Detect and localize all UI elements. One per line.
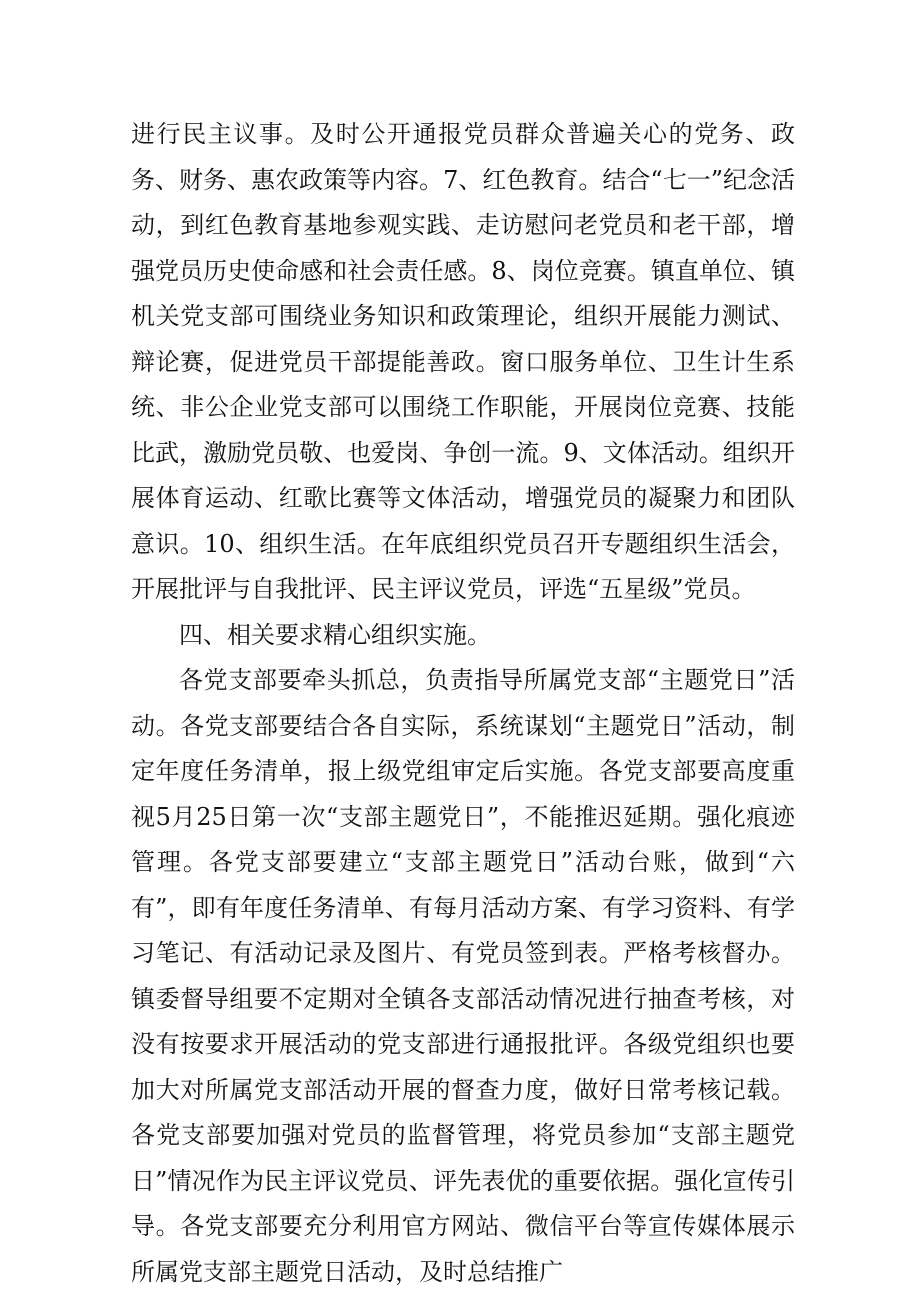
document-body — [131, 112, 795, 1295]
paragraph-continuation: 进行民主议事。及时公开通报党员群众普遍关心的党务、政务、财务、惠农政策等内容。7、红色教育。结合“七一”纪念活动，到红色教育基地参观实践、走访慰问老党员和老干部，增强党员历史使命感和社会责任感。8、岗位竞赛。镇直单位、镇机关党支部可围绕业务知识和政策理论，组织开展能力测试、辩论赛，促进党员干部提能善政。窗口服务单位、卫生计生系统、非公企业党支部可以围绕工作职能，开展岗位竞赛、技能比武，激励党员敬、也爱岗、争创一流。9、文体活动。组织开展体育运动、红歌比赛等文体活动，增强党员的凝聚力和团队意识。10、组织生活。在年底组织党员召开专题组织生活会，开展批评与自我批评、民主评议党员，评选“五星级”党员。 — [131, 120, 795, 603]
section-heading-requirements: 四、相关要求精心组织实施。 — [179, 620, 491, 649]
paragraph-requirements: 各党支部要牵头抓总，负责指导所属党支部“主题党日”活动。各党支部要结合各自实际，系统谋划“主题党日”活动，制定年度任务清单，报上级党组审定后实施。各党支部要高度重视5月25日第一次“支部主题党日”，不能推迟延期。强化痕迹管理。各党支部要建立“支部主题党日”活动台账，做到“六有”，即有年度任务清单、有每月活动方案、有学习资料、有学习笔记、有活动记录及图片、有党员签到表。严格考核督办。镇委督导组要不定期对全镇各支部活动情况进行抽查考核，对没有按要求开展活动的党支部进行通报批评。各级党组织也要加大对所属党支部活动开展的督查力度，做好日常考核记载。各党支部要加强对党员的监督管理，将党员参加“支部主题党日”情况作为民主评议党员、评先表优的重要依据。强化宣传引导。各党支部要充分利用官方网站、微信平台等宣传媒体展示所属党支部主题党日活动，及时总结推广 — [131, 666, 795, 1286]
